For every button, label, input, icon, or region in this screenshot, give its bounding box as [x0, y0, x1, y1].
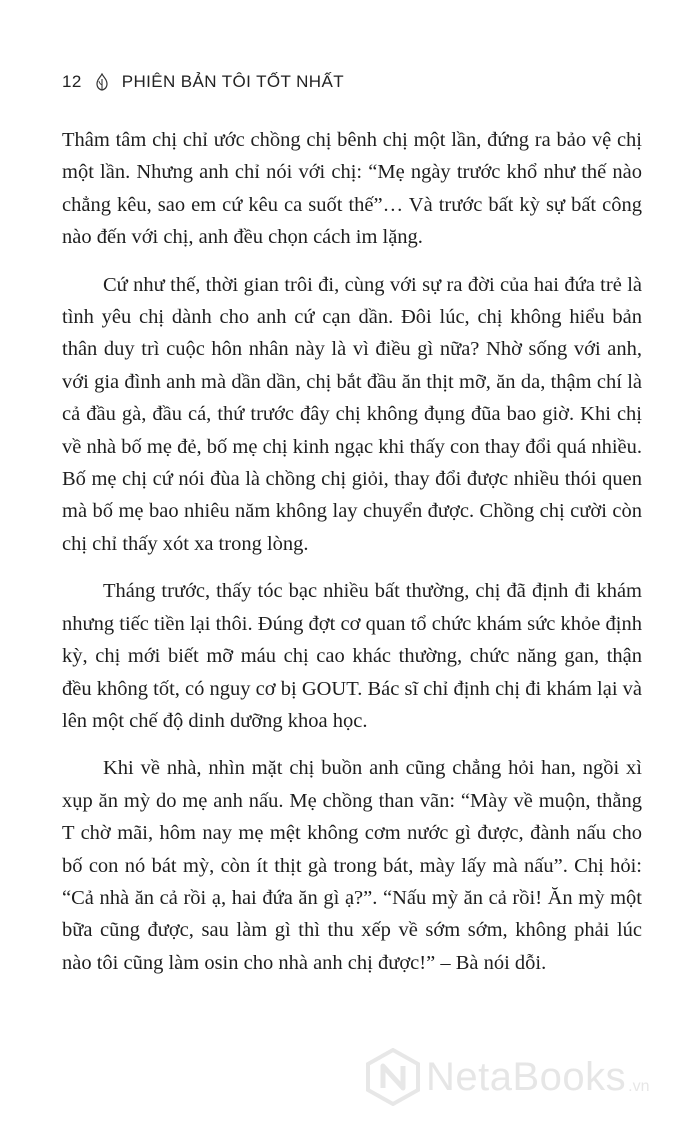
- paragraph-4: Khi về nhà, nhìn mặt chị buồn anh cũng chẳng hỏi han, ngồi xì xụp ăn mỳ do mẹ anh nấu. Mẹ chồng than vãn: “Mày về muộn, thằng T chờ mãi, hôm nay mẹ mệt không cơm nước gì được, đành nấu cho bố con nó bát mỳ, còn ít thịt gà trong bát, mày lấy mà nấu”. Chị hỏi: “Cả nhà ăn cả rồi ạ, hai đứa ăn gì ạ?”. “Nấu mỳ ăn cả rồi! Ăn mỳ một bữa cũng được, sau làm gì thì thu xếp về sớm sớm, không phải lúc nào tôi cũng làm osin cho nhà anh chị được!” – Bà nói dỗi.: [62, 757, 642, 974]
- book-title: PHIÊN BẢN TÔI TỐT NHẤT: [121, 72, 344, 91]
- netabooks-logo-icon: [364, 1048, 422, 1106]
- watermark-brand: NetaBooks: [426, 1054, 627, 1099]
- watermark-suffix: .vn: [628, 1078, 650, 1095]
- paragraph-1: Thâm tâm chị chỉ ước chồng chị bênh chị một lần, đứng ra bảo vệ chị một lần. Nhưng anh chỉ nói với chị: “Mẹ ngày trước khổ như thế nào chẳng kêu, sao em cứ kêu ca suốt thế”… Và trước bất kỳ sự bất công nào đến với chị, anh đều chọn cách im lặng.: [62, 129, 642, 249]
- leaf-icon: [94, 73, 110, 91]
- running-header: [62, 72, 344, 92]
- paragraph-3: Tháng trước, thấy tóc bạc nhiều bất thường, chị đã định đi khám nhưng tiếc tiền lại thôi. Đúng đợt cơ quan tổ chức khám sức khỏe định kỳ, chị mới biết mỡ máu chị cao khác thường, chức năng gan, thận đều không tốt, có nguy cơ bị GOUT. Bác sĩ chỉ định chị đi khám lại và lên một chế độ dinh dưỡng khoa học.: [62, 580, 642, 732]
- netabooks-watermark: [364, 1048, 650, 1106]
- body-text: [62, 124, 642, 994]
- page-number: 12: [62, 72, 82, 91]
- paragraph-2: Cứ như thế, thời gian trôi đi, cùng với sự ra đời của hai đứa trẻ là tình yêu chị dành cho anh cứ cạn dần. Đôi lúc, chị không hiểu bản thân duy trì cuộc hôn nhân này là vì điều gì nữa? Nhờ sống với anh, với gia đình anh mà dần dần, chị bắt đầu ăn thịt mỡ, ăn da, thậm chí là cả đầu gà, đầu cá, thứ trước đây chị không đụng đũa bao giờ. Khi chị về nhà bố mẹ đẻ, bố mẹ chị kinh ngạc khi thấy con thay đổi quá nhiều. Bố mẹ chị cứ nói đùa là chồng chị giỏi, thay đổi được nhiều thói quen mà bố mẹ bao nhiêu năm không lay chuyển được. Chồng chị cười còn chị chỉ thấy xót xa trong lòng.: [62, 273, 642, 555]
